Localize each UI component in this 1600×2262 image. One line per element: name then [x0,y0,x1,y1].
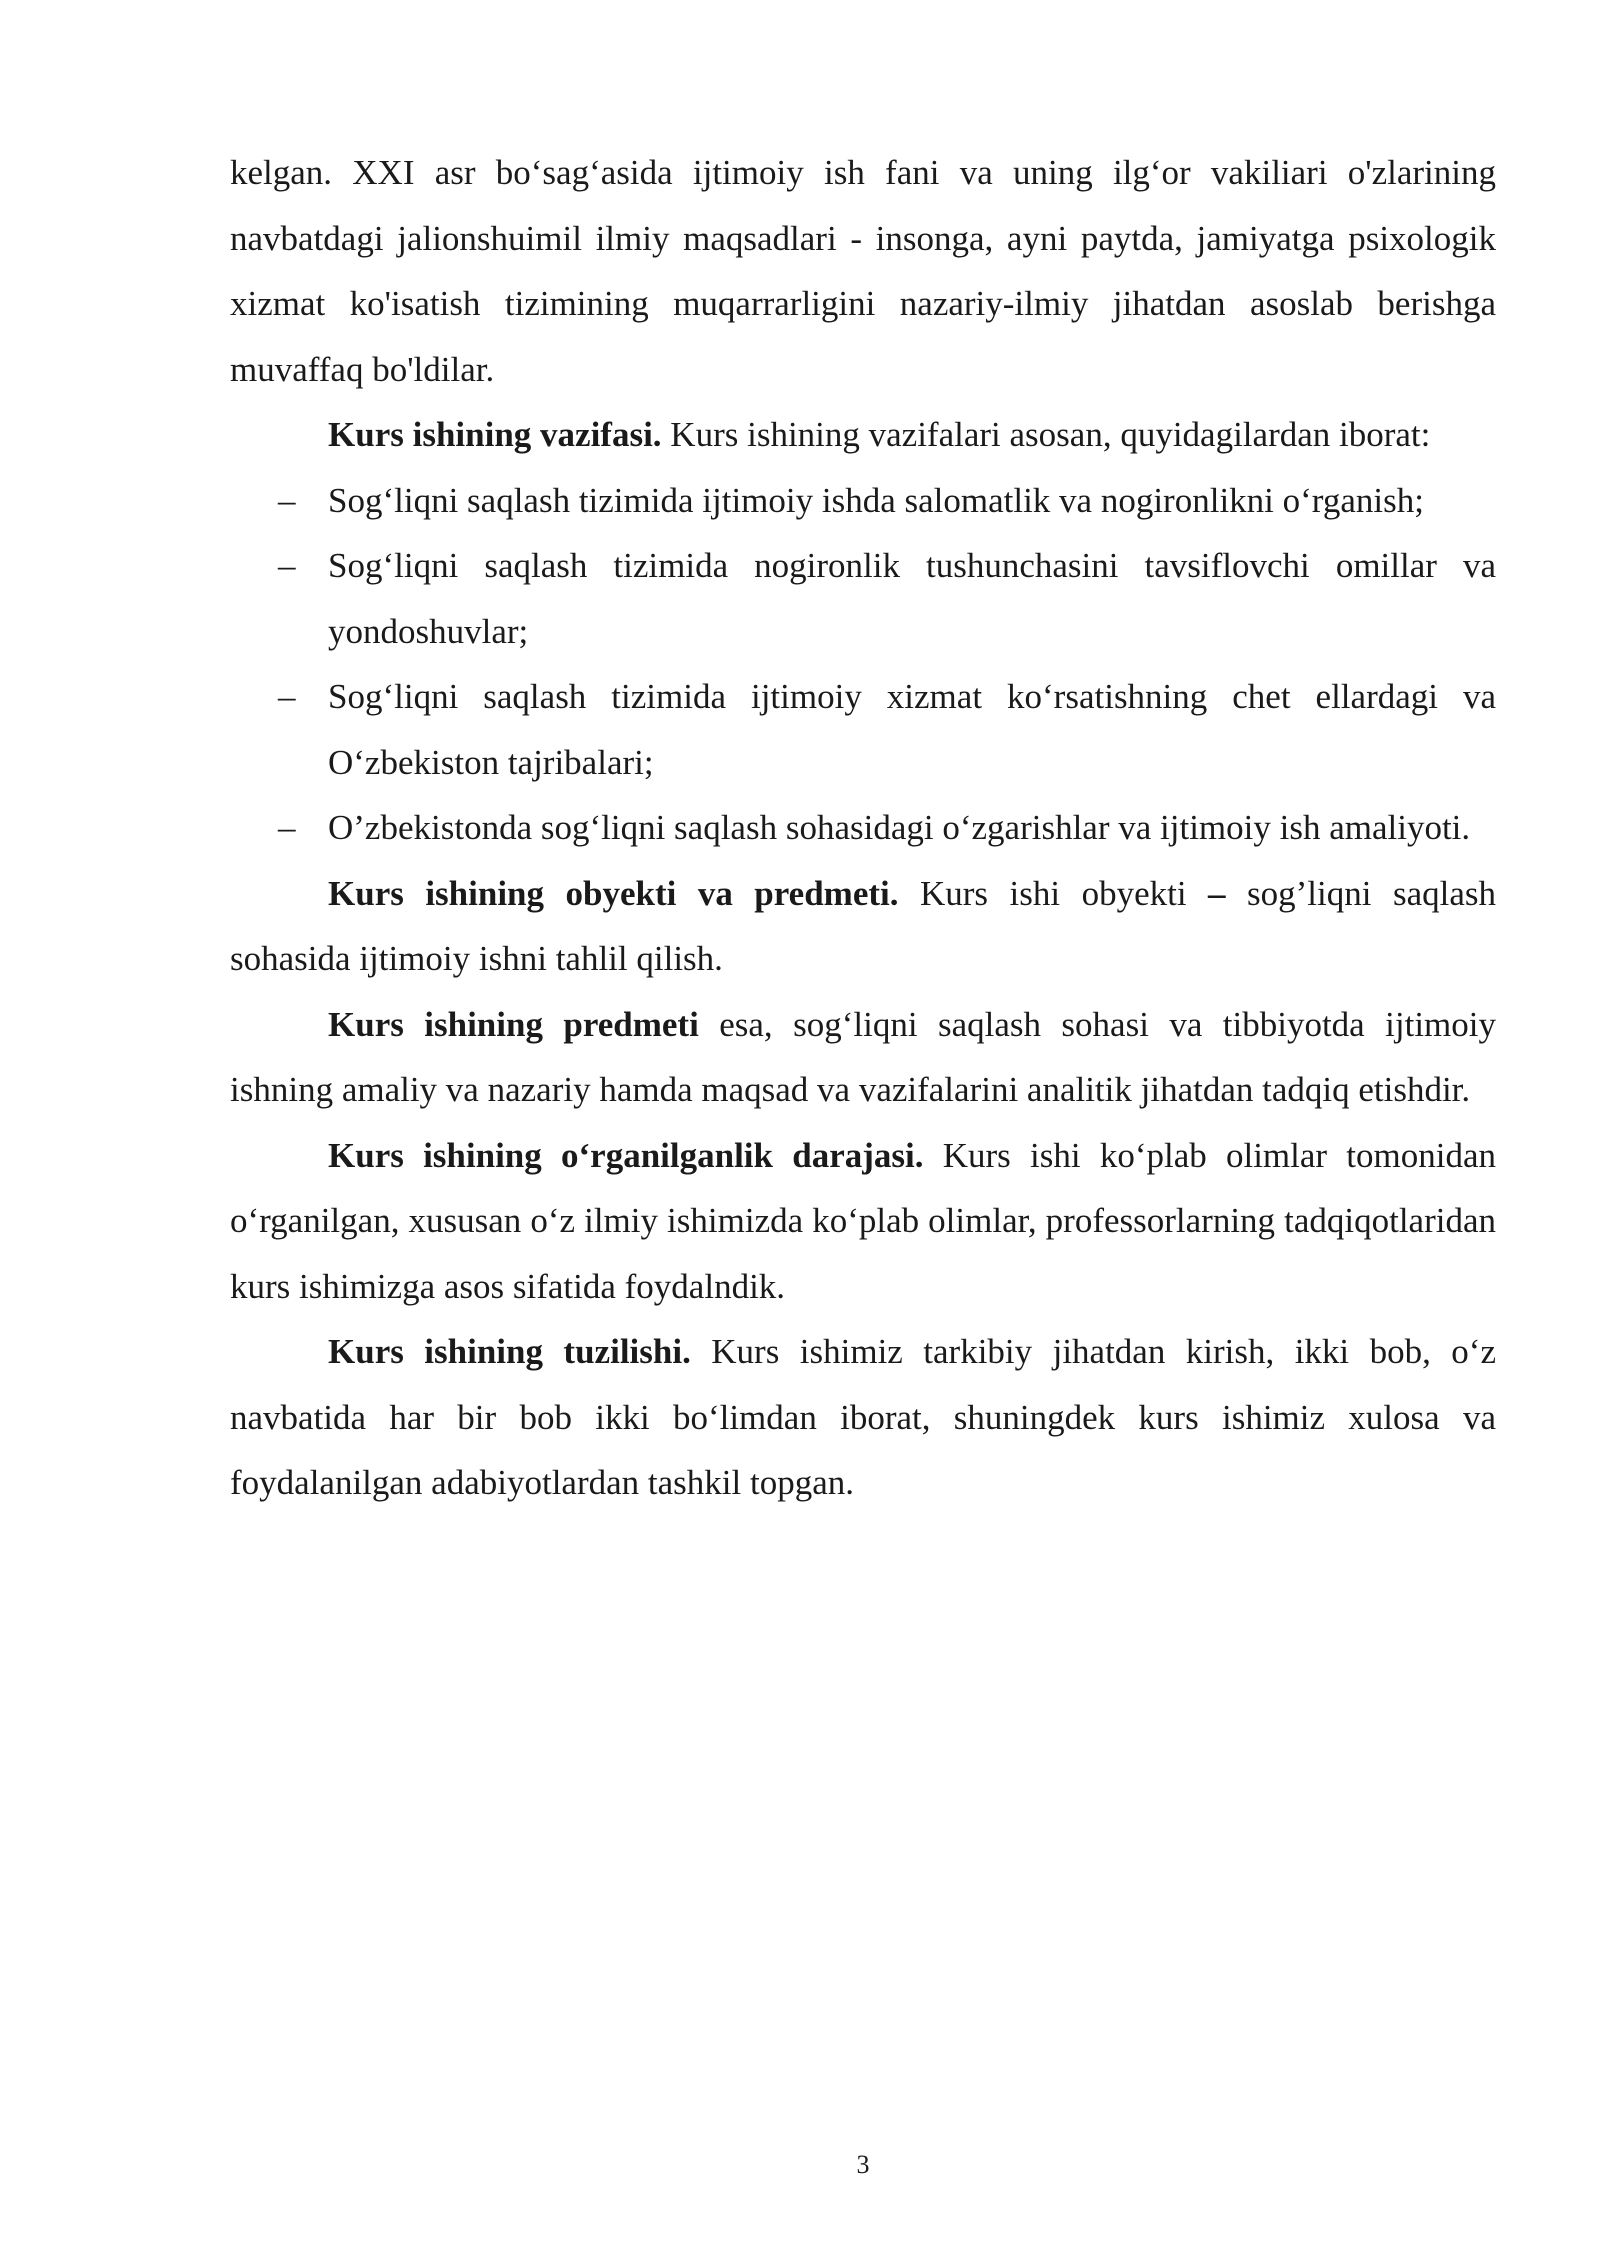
dash-bullet: – [278,546,296,585]
list-item [230,664,1496,795]
tasks-heading: Kurs ishining vazifasi. [328,415,662,454]
list-item-text: O’zbekistonda sog‘liqni saqlash sohasidagi o‘zgarishlar va ijtimoiy ish amaliyoti. [328,808,1471,847]
list-item-text: Sog‘liqni saqlash tizimida ijtimoiy xizmat ko‘rsatishning chet ellardagi va O‘zbekiston tajribalari; [328,677,1496,782]
tasks-paragraph [230,402,1496,468]
structure-text: Kurs ishimiz tarkibiy jihatdan kirish, ikki bob, o‘z navbatida har bir bob ikki bo‘limdan iborat, shuningdek kurs ishimiz xulosa va foydalanilgan adabiyotlardan tashkil topgan. [230,1332,1496,1502]
tasks-text: Kurs ishining vazifalari asosan, quyidagilardan iborat: [661,415,1431,454]
intro-paragraph [230,140,1496,402]
object-text-after: sog’liqni saqlash sohasida ijtimoiy ishni tahlil qilish. [230,873,1496,978]
page-number: 3 [856,2150,870,2179]
study-level-heading: Kurs ishining o‘rganilganlik darajasi. [328,1135,924,1175]
tasks-list [230,468,1496,861]
structure-paragraph [230,1319,1496,1516]
subject-paragraph [230,992,1496,1123]
subject-text: esa, sog‘liqni saqlash sohasi va tibbiyotda ijtimoiy ishning amaliy va nazariy hamda maqsad va vazifalarini analitik jihatdan tadqiq etishdir. [230,1004,1496,1109]
structure-heading: Kurs ishining tuzilishi. [328,1332,691,1371]
study-level-paragraph [230,1123,1496,1320]
dash-bullet: – [278,480,296,520]
document-page [230,140,1496,1516]
subject-heading: Kurs ishining predmeti [328,1004,699,1044]
dash-bullet: – [278,677,296,716]
list-item [230,533,1496,664]
list-item-text: Sog‘liqni saqlash tizimida ijtimoiy ishda salomatlik va nogironlikni o‘rganish; [328,480,1424,520]
dash-bullet: – [278,808,296,847]
list-item-text: Sog‘liqni saqlash tizimida nogironlik tushunchasini tavsiflovchi omillar va yondoshuvlar; [328,546,1496,651]
object-heading: Kurs ishining obyekti va predmeti. [328,873,899,913]
object-dash: – [1208,873,1226,913]
intro-text: kelgan. XXI asr bo‘sag‘asida ijtimoiy ish fani va uning ilg‘or vakiliari o'zlarining navbatdagi jalionshuimil ilmiy maqsadlari - insonga, ayni paytda, jamiyatga psixologik xizmat ko'isatish tizimining muqarrarligini nazariy-ilmiy jihatdan asoslab berishga muvaffaq bo'ldilar. [230,153,1496,389]
list-item [230,795,1496,861]
study-level-text: Kurs ishi ko‘plab olimlar tomonidan o‘rganilgan, xususan o‘z ilmiy ishimizda ko‘plab olimlar, professorlarning tadqiqotlaridan kurs ishimizga asos sifatida foydalndik. [230,1135,1496,1306]
object-text-before: Kurs ishi obyekti [898,873,1209,913]
list-item [230,468,1496,534]
object-paragraph [230,861,1496,992]
